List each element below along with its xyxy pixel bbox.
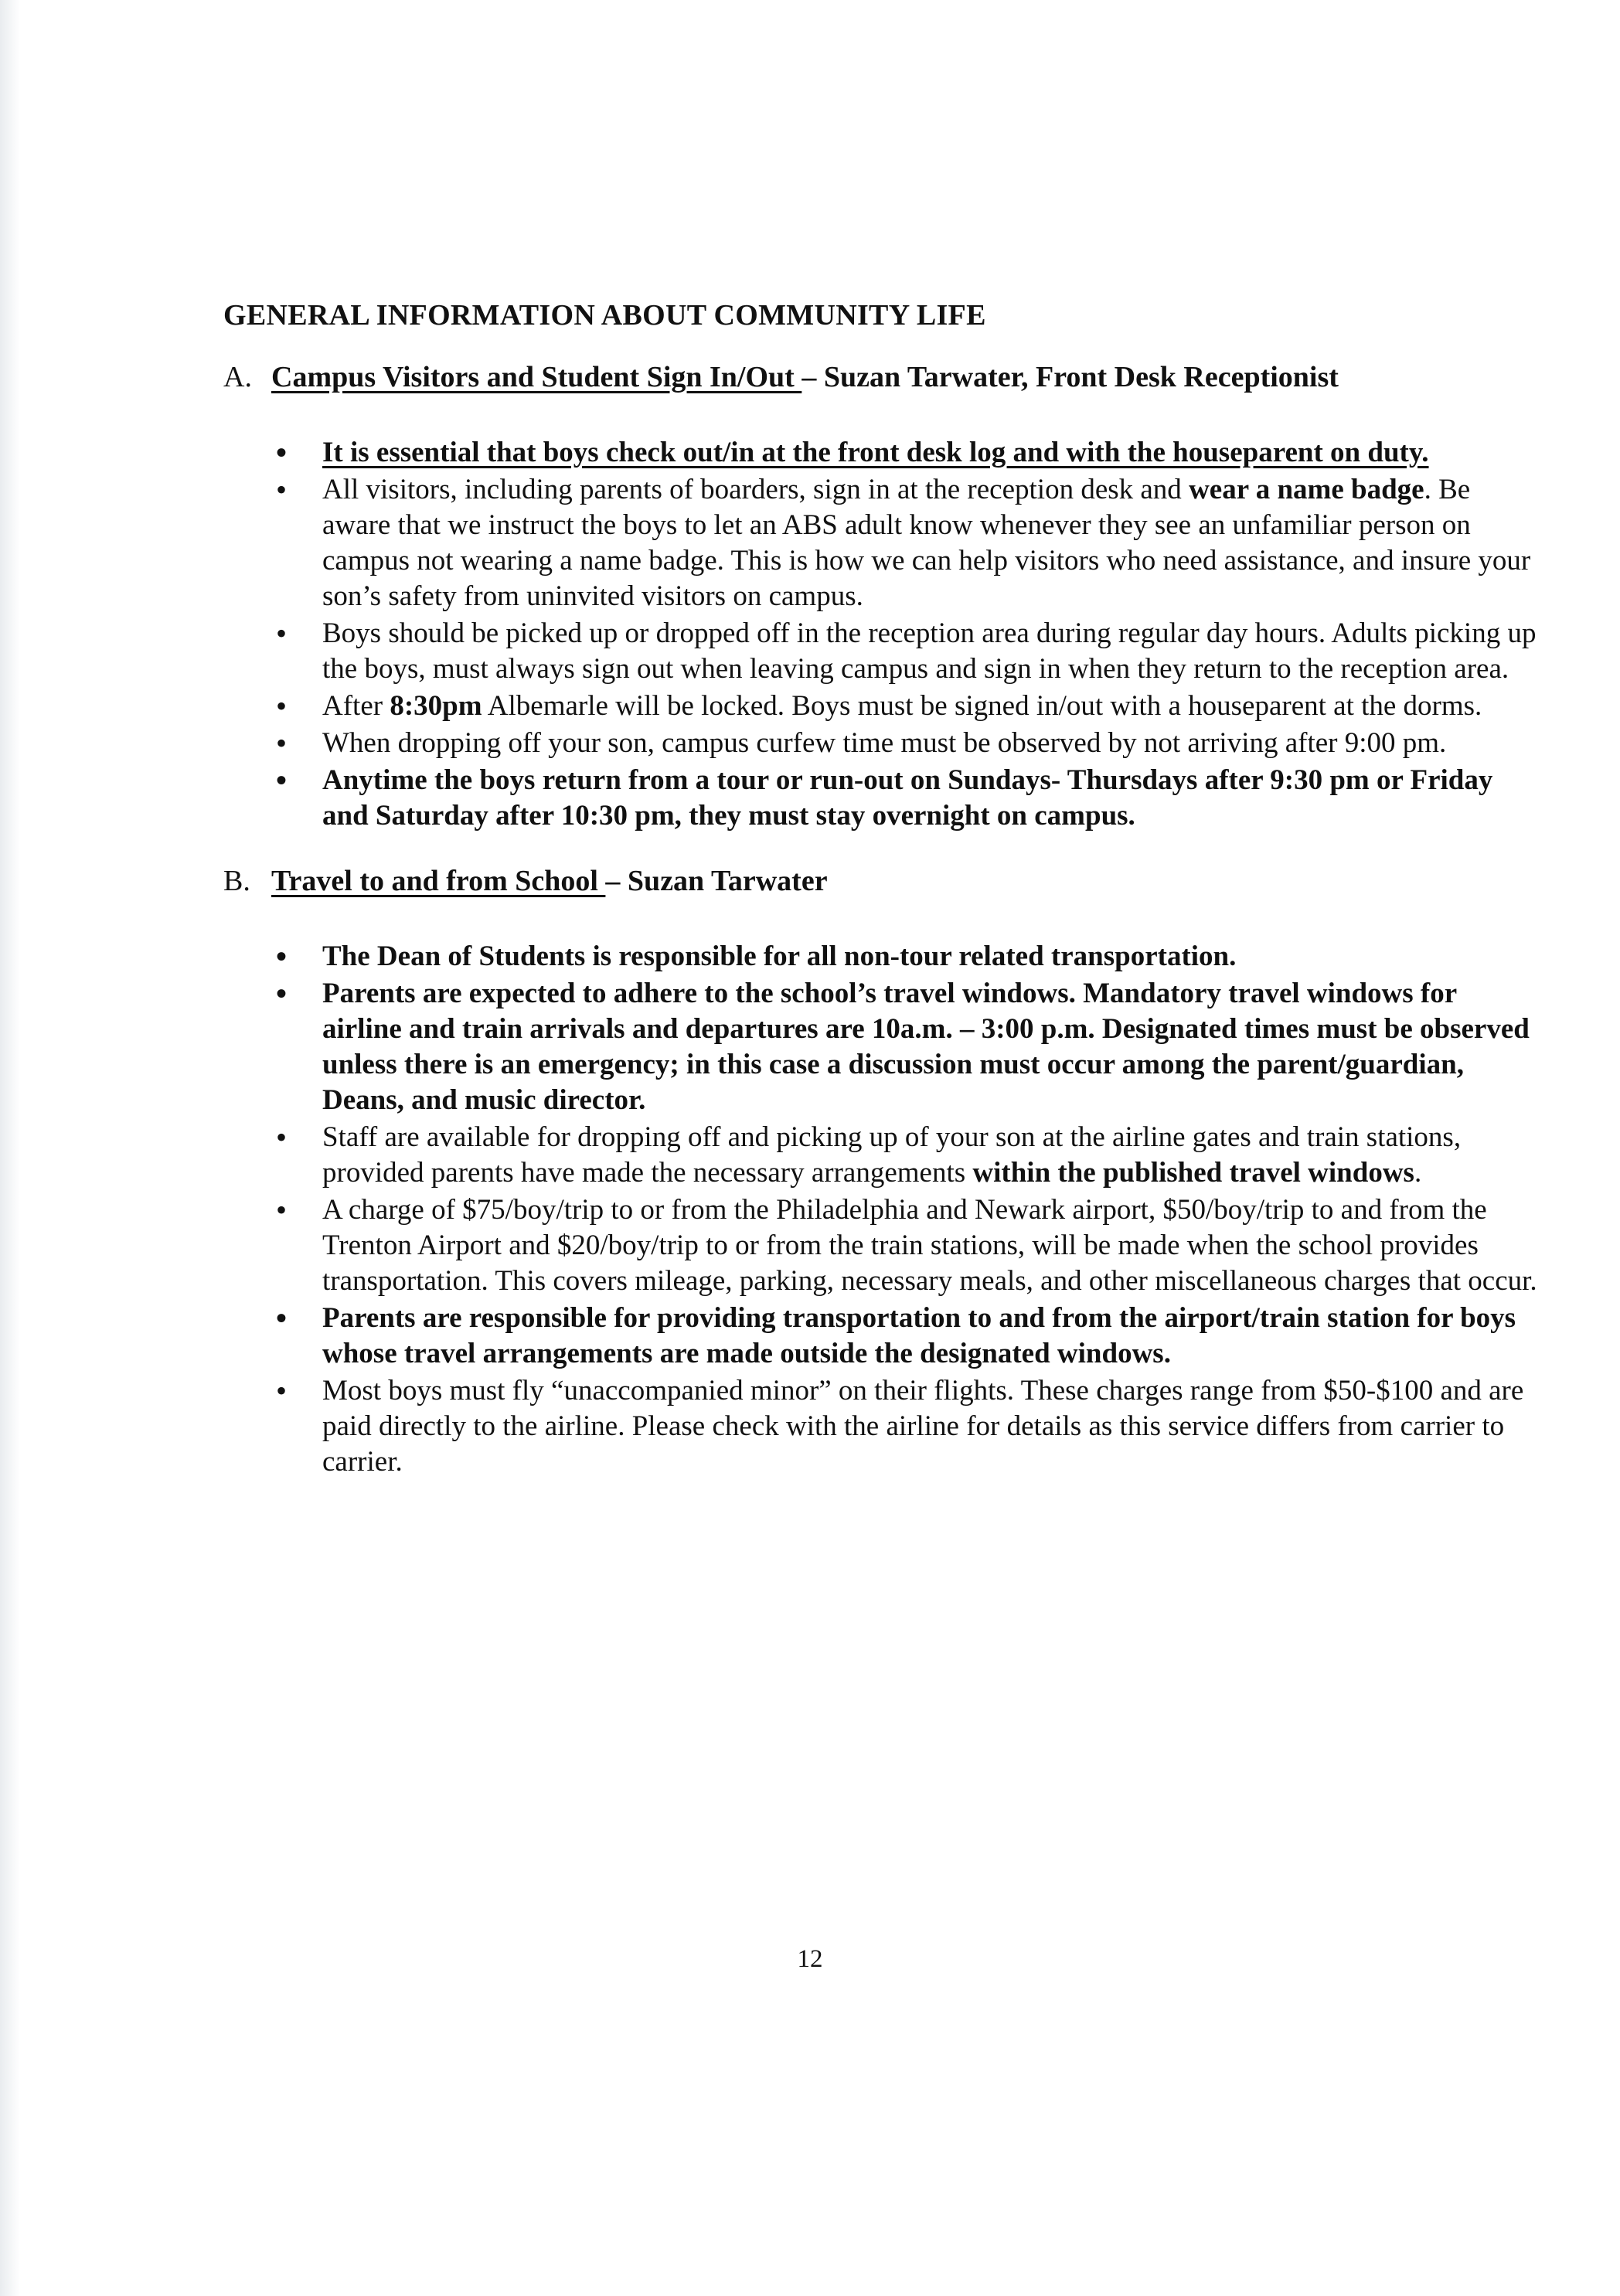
list-item-text: After [322, 690, 390, 722]
section-b-letter: B. [223, 865, 250, 897]
list-item [275, 726, 1537, 761]
bullet-icon: • [275, 726, 287, 760]
list-item [275, 689, 1537, 724]
list-item-text: Parents are expected to adhere to the school’s travel windows. Mandatory travel windows for airline and train arrivals and departures are 10a.m. – 3:00 p.m. Designated times must be observed unless there is an emergency; in this case a discussion must occur among the parent/guardian, Deans, and music director. [322, 978, 1530, 1116]
list-item-text: . [1414, 1157, 1422, 1189]
bullet-icon: • [275, 472, 287, 507]
list-item-bold: within the published travel windows [972, 1157, 1414, 1189]
list-item [275, 1192, 1537, 1299]
bullet-icon: • [275, 1373, 287, 1408]
bullet-icon: • [275, 435, 287, 470]
section-b-list [223, 939, 1537, 1480]
list-item [275, 616, 1537, 687]
bullet-icon: • [275, 616, 287, 651]
list-item-text: When dropping off your son, campus curfew time must be observed by not arriving after 9:00 pm. [322, 727, 1447, 759]
list-item [275, 1373, 1537, 1480]
bullet-icon: • [275, 939, 287, 974]
bullet-icon: • [275, 763, 287, 798]
list-item-text: . Be aware that we instruct the boys to let an ABS adult know whenever they see an unfamiliar person on campus not wearing a name badge. This is how we can help visitors who need assistance, and insure your son’s safety from uninvited visitors on campus. [322, 474, 1531, 612]
bullet-icon: • [275, 1192, 287, 1227]
list-item-text: Albemarle will be locked. Boys must be signed in/out with a houseparent at the dorms. [482, 690, 1482, 722]
section-a-title [223, 359, 1537, 395]
list-item-text: Anytime the boys return from a tour or run-out on Sundays- Thursdays after 9:30 pm or Friday and Saturday after 10:30 pm, they must stay overnight on campus. [322, 764, 1493, 832]
document-page [223, 298, 1537, 1481]
list-item-bold: 8:30pm [390, 690, 482, 722]
bullet-icon: • [275, 1120, 287, 1155]
list-item-text: Boys should be picked up or dropped off in the reception area during regular day hours. Adults picking up the boys, must always sign out when leaving campus and sign in when they return to the reception area. [322, 617, 1537, 685]
list-item-text: The Dean of Students is responsible for all non-tour related transportation. [322, 941, 1237, 972]
list-item [275, 1301, 1537, 1372]
list-item-text: A charge of $75/boy/trip to or from the Philadelphia and Newark airport, $50/boy/trip to and from the Trenton Airport and $20/boy/trip to or from the train stations, will be made when the school provides transportation. This covers mileage, parking, necessary meals, and other miscellaneous charges that occur. [322, 1194, 1537, 1297]
section-a-title-text: Campus Visitors and Student Sign In/Out [271, 361, 802, 393]
section-a-contact: – Suzan Tarwater, Front Desk Receptionist [801, 361, 1339, 393]
list-item [275, 472, 1537, 614]
section-b [223, 863, 1537, 1480]
bullet-icon: • [275, 689, 287, 723]
section-a [223, 359, 1537, 834]
section-a-letter: A. [223, 361, 252, 393]
list-item-text: All visitors, including parents of boarders, sign in at the reception desk and [322, 474, 1189, 505]
list-item-text: Parents are responsible for providing transportation to and from the airport/train station for boys whose travel arrangements are made outside the designated windows. [322, 1302, 1516, 1369]
section-b-title-text: Travel to and from School [271, 865, 606, 897]
bullet-icon: • [275, 976, 287, 1011]
list-item [275, 435, 1537, 471]
list-item [275, 1120, 1537, 1191]
page-heading: GENERAL INFORMATION ABOUT COMMUNITY LIFE [223, 299, 986, 332]
list-item-text: Staff are available for dropping off and picking up of your son at the airline gates and train stations, provided parents have made the necessary arrangements [322, 1121, 1462, 1189]
section-b-title [223, 863, 1537, 899]
list-item [275, 939, 1537, 975]
list-item [275, 976, 1537, 1118]
page-number: 12 [797, 1945, 823, 1973]
section-b-contact: – Suzan Tarwater [605, 865, 828, 897]
list-item-text: It is essential that boys check out/in at the front desk log and with the houseparent on duty. [322, 437, 1429, 468]
list-item-text: Most boys must fly “unaccompanied minor” on their flights. These charges range from $50-$100 and are paid directly to the airline. Please check with the airline for details as this service differs from carrier to carrier. [322, 1375, 1524, 1478]
list-item [275, 763, 1537, 834]
list-item-bold: wear a name badge [1189, 474, 1424, 505]
bullet-icon: • [275, 1301, 287, 1335]
section-a-list [223, 435, 1537, 834]
